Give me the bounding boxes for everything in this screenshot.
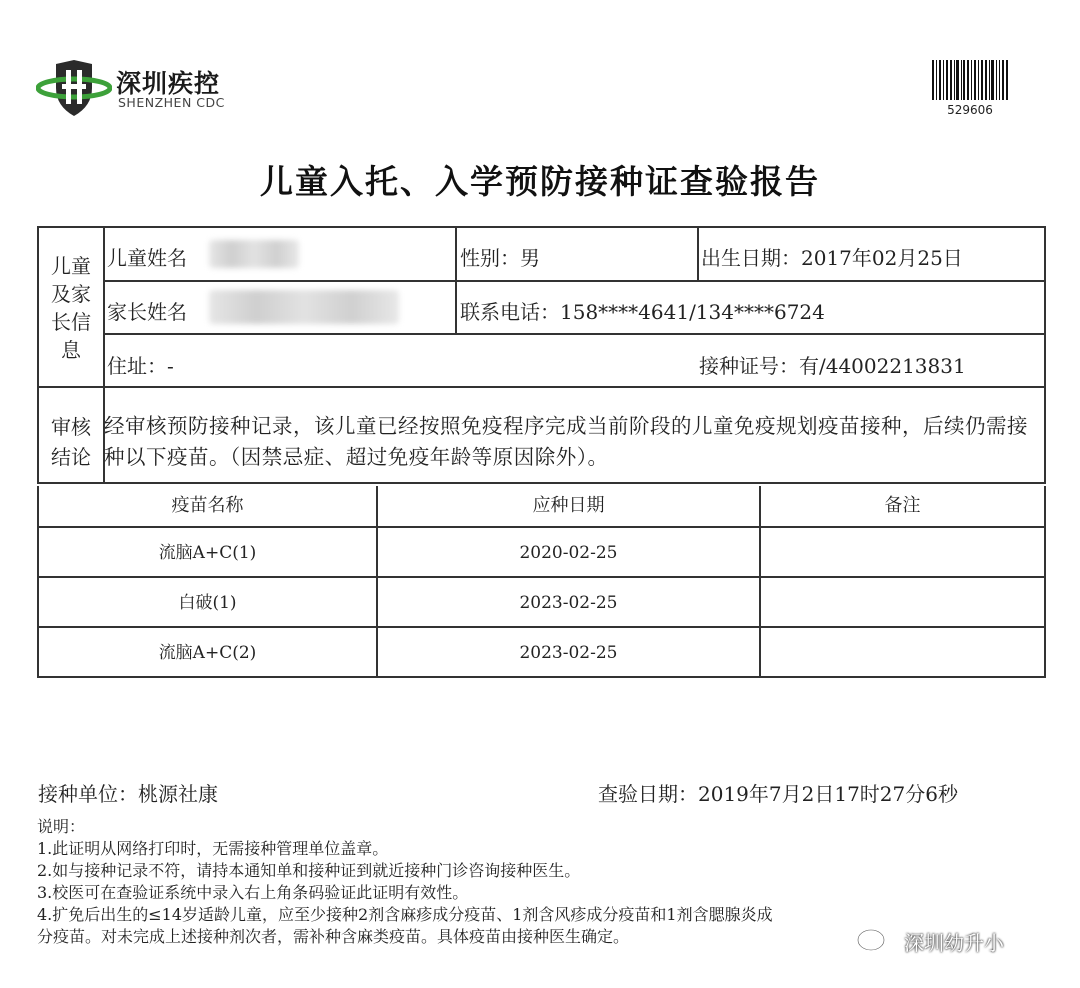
- divider: [697, 228, 699, 281]
- watermark-text: 深圳幼升小: [904, 931, 1004, 955]
- barcode-number: 529606: [947, 103, 993, 117]
- phone-field: 联系电话：158****4641/134****6724: [460, 300, 825, 324]
- note-line: 2.如与接种记录不符，请持本通知单和接种证到就近接种门诊咨询接种医生。: [37, 861, 581, 880]
- note-line: 分疫苗。对未完成上述接种剂次者，需补种含麻类疫苗。具体疫苗由接种医生确定。: [37, 927, 630, 946]
- due-date-cell: 2020-02-25: [519, 543, 618, 563]
- gender-field: 性别：男: [460, 246, 540, 270]
- birth-date-field: 出生日期：2017年02月25日: [701, 246, 963, 270]
- note-line: 1.此证明从网络打印时，无需接种管理单位盖章。: [37, 839, 389, 858]
- divider: [39, 386, 1044, 388]
- shenzhen-cdc-logo: [36, 58, 276, 118]
- remark-cell: [761, 528, 1044, 578]
- table-header: 备注: [884, 495, 921, 516]
- divider: [103, 280, 1044, 282]
- cdc-emblem-icon: [36, 58, 112, 118]
- logo-chinese-text: 深圳疾控: [116, 69, 221, 98]
- barcode-bars: [932, 60, 1008, 100]
- parent-name-label: 家长姓名: [107, 300, 187, 324]
- due-date-cell: 2023-02-25: [519, 643, 618, 663]
- review-side-label: 审核结论: [51, 415, 91, 469]
- redacted-parent-name: [209, 290, 399, 324]
- table-header: 应种日期: [532, 495, 605, 516]
- remark-cell: [761, 628, 1044, 678]
- remark-cell: [761, 578, 1044, 628]
- divider: [455, 228, 457, 334]
- report-title: 儿童入托、入学预防接种证查验报告: [260, 162, 820, 201]
- check-date: 查验日期：2019年7月2日17时27分6秒: [598, 782, 958, 806]
- logo-english-text: SHENZHEN CDC: [118, 95, 225, 110]
- vaccine-name-cell: 流脑A+C(2): [158, 643, 257, 663]
- wechat-watermark: [856, 926, 1066, 958]
- vaccine-name-cell: 白破(1): [178, 593, 237, 613]
- vaccination-unit: 接种单位：桃源社康: [38, 782, 218, 806]
- note-line: 4.扩免后出生的≤14岁适龄儿童，应至少接种2剂含麻疹成分疫苗、1剂含风疹成分疫苗和1剂含腮腺炎成: [37, 905, 773, 924]
- wechat-icon: [856, 928, 896, 956]
- child-name-label: 儿童姓名: [107, 246, 187, 270]
- notes-title: 说明：: [37, 817, 86, 836]
- verification-barcode: [932, 60, 1008, 118]
- due-date-cell: 2023-02-25: [519, 593, 618, 613]
- table-header: 疫苗名称: [171, 495, 244, 516]
- info-side-label: 儿童及家长信息: [51, 254, 91, 362]
- redacted-child-name: [209, 240, 299, 268]
- note-line: 3.校医可在查验证系统中录入右上角条码验证此证明有效性。: [37, 883, 469, 902]
- vaccine-name-cell: 流脑A+C(1): [158, 543, 257, 563]
- cert-number-field: 接种证号：有/44002213831: [699, 354, 966, 378]
- address-field: 住址：-: [107, 354, 174, 378]
- vaccine-table: [37, 486, 1046, 678]
- review-conclusion-text: 经审核预防接种记录，该儿童已经按照免疫程序完成当前阶段的儿童免疫规划疫苗接种，后续仍需接种以下疫苗。（因禁忌症、超过免疫年龄等原因除外）。: [104, 414, 1028, 469]
- divider: [103, 333, 1044, 335]
